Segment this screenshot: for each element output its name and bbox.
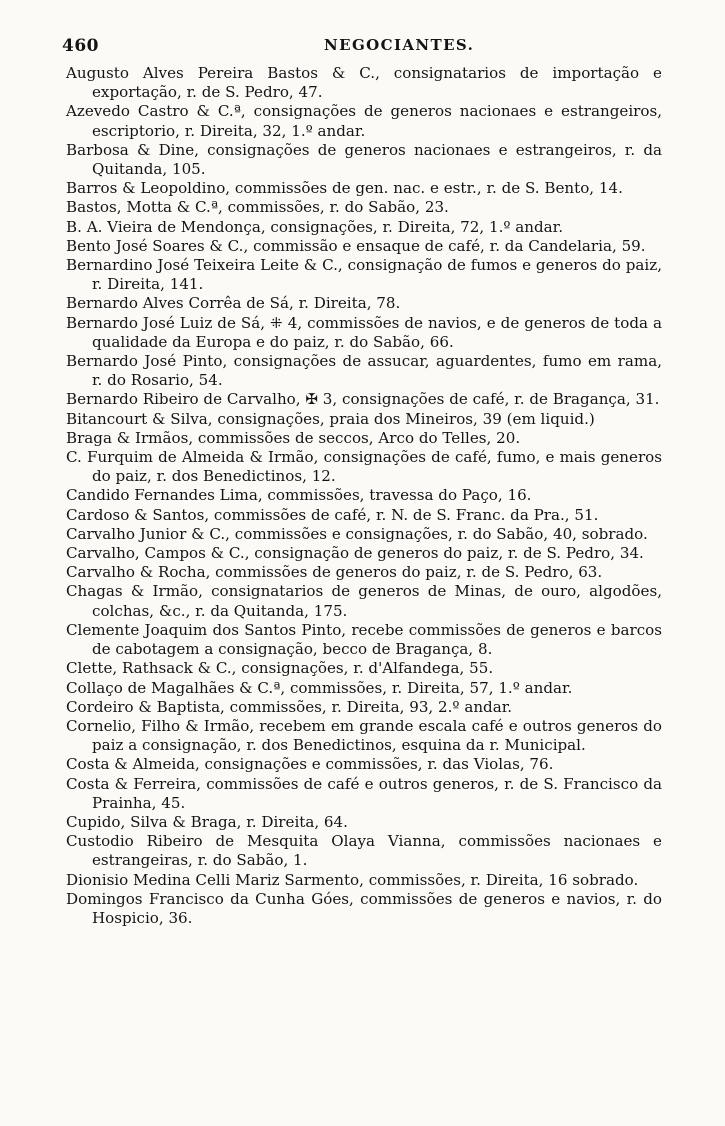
merchant-entry: Bernardino José Teixeira Leite & C., consignação de fumos e generos do paiz, r. Direita, 141.	[66, 256, 662, 294]
merchant-entry: Custodio Ribeiro de Mesquita Olaya Vianna, commissões nacionaes e estrangeiras, r. do Sabão, 1.	[66, 832, 662, 870]
merchant-entry: Carvalho Junior & C., commissões e consignações, r. do Sabão, 40, sobrado.	[66, 524, 648, 543]
merchant-entry: Bento José Soares & C., commissão e ensaque de café, r. da Candelaria, 59.	[66, 236, 646, 255]
merchant-entry: Barbosa & Dine, consignações de generos nacionaes e estrangeiros, r. da Quitanda, 105.	[66, 140, 662, 179]
merchant-entry: Bernardo José Luiz de Sá, ⁜ 4, commissões de navios, e de generos de toda a qualidade da Europa e do paiz, r. do Sabão, 66.	[66, 313, 662, 351]
merchant-entry: Augusto Alves Pereira Bastos & C., consignatarios de importação e exportação, r. de S. Pedro, 47.	[66, 64, 662, 102]
merchant-entry: Dionisio Medina Celli Mariz Sarmento, commissões, r. Direita, 16 sobrado.	[66, 870, 639, 889]
merchant-entry: Braga & Irmãos, commissões de seccos, Arco do Telles, 20.	[66, 428, 521, 447]
merchant-entry: B. A. Vieira de Mendonça, consignações, r. Direita, 72, 1.º andar.	[66, 217, 564, 236]
merchant-list	[66, 64, 662, 928]
merchant-entry: Cornelio, Filho & Irmão, recebem em grande escala café e outros generos do paiz a consignação, r. dos Benedictinos, esquina da r. Municipal.	[66, 716, 662, 755]
merchant-entry: Bernardo José Pinto, consignações de assucar, aguardentes, fumo em rama, r. do Rosario, 54.	[66, 352, 662, 390]
merchant-entry: Bitancourt & Silva, consignações, praia dos Mineiros, 39 (em liquid.)	[66, 409, 595, 428]
merchant-entry: Clette, Rathsack & C., consignações, r. d'Alfandega, 55.	[66, 659, 494, 678]
merchant-entry: Carvalho & Rocha, commissões de generos do paiz, r. de S. Pedro, 63.	[66, 563, 603, 582]
page-number: 460	[62, 36, 99, 56]
merchant-entry: Costa & Almeida, consignações e commissões, r. das Violas, 76.	[66, 755, 554, 774]
merchant-entry: Cardoso & Santos, commissões de café, r. N. de S. Franc. da Pra., 51.	[66, 505, 599, 524]
merchant-entry: C. Furquim de Almeida & Irmão, consignações de café, fumo, e mais generos do paiz, r. dos Benedictinos, 12.	[66, 448, 662, 486]
merchant-entry: Cupido, Silva & Braga, r. Direita, 64.	[66, 812, 348, 831]
merchant-entry: Bernardo Ribeiro de Carvalho, ✠ 3, consignações de café, r. de Bragança, 31.	[66, 390, 660, 409]
merchant-entry: Chagas & Irmão, consignatarios de generos de Minas, de ouro, algodões, colchas, &c., r. da Quitanda, 175.	[66, 582, 662, 620]
page-header	[62, 36, 662, 60]
merchant-entry: Carvalho, Campos & C., consignação de generos do paiz, r. de S. Pedro, 34.	[66, 544, 644, 563]
merchant-entry: Azevedo Castro & C.ª, consignações de generos nacionaes e estrangeiros, escriptorio, r. Direita, 32, 1.º andar.	[66, 102, 662, 140]
merchant-entry: Costa & Ferreira, commissões de café e outros generos, r. de S. Francisco da Prainha, 45.	[66, 774, 662, 812]
merchant-entry: Candido Fernandes Lima, commissões, travessa do Paço, 16.	[66, 486, 532, 505]
running-title: NEGOCIANTES.	[324, 36, 475, 54]
merchant-entry: Bernardo Alves Corrêa de Sá, r. Direita, 78.	[66, 294, 401, 313]
merchant-entry: Domingos Francisco da Cunha Góes, commissões de generos e navios, r. do Hospicio, 36.	[66, 889, 662, 927]
merchant-entry: Clemente Joaquim dos Santos Pinto, recebe commissões de generos e barcos de cabotagem a consignação, becco de Bragança, 8.	[66, 620, 662, 659]
merchant-entry: Cordeiro & Baptista, commissões, r. Direita, 93, 2.º andar.	[66, 697, 513, 716]
merchant-entry: Bastos, Motta & C.ª, commissões, r. do Sabão, 23.	[66, 198, 449, 217]
merchant-entry: Barros & Leopoldino, commissões de gen. nac. e estr., r. de S. Bento, 14.	[66, 179, 623, 198]
merchant-entry: Collaço de Magalhães & C.ª, commissões, r. Direita, 57, 1.º andar.	[66, 678, 573, 697]
